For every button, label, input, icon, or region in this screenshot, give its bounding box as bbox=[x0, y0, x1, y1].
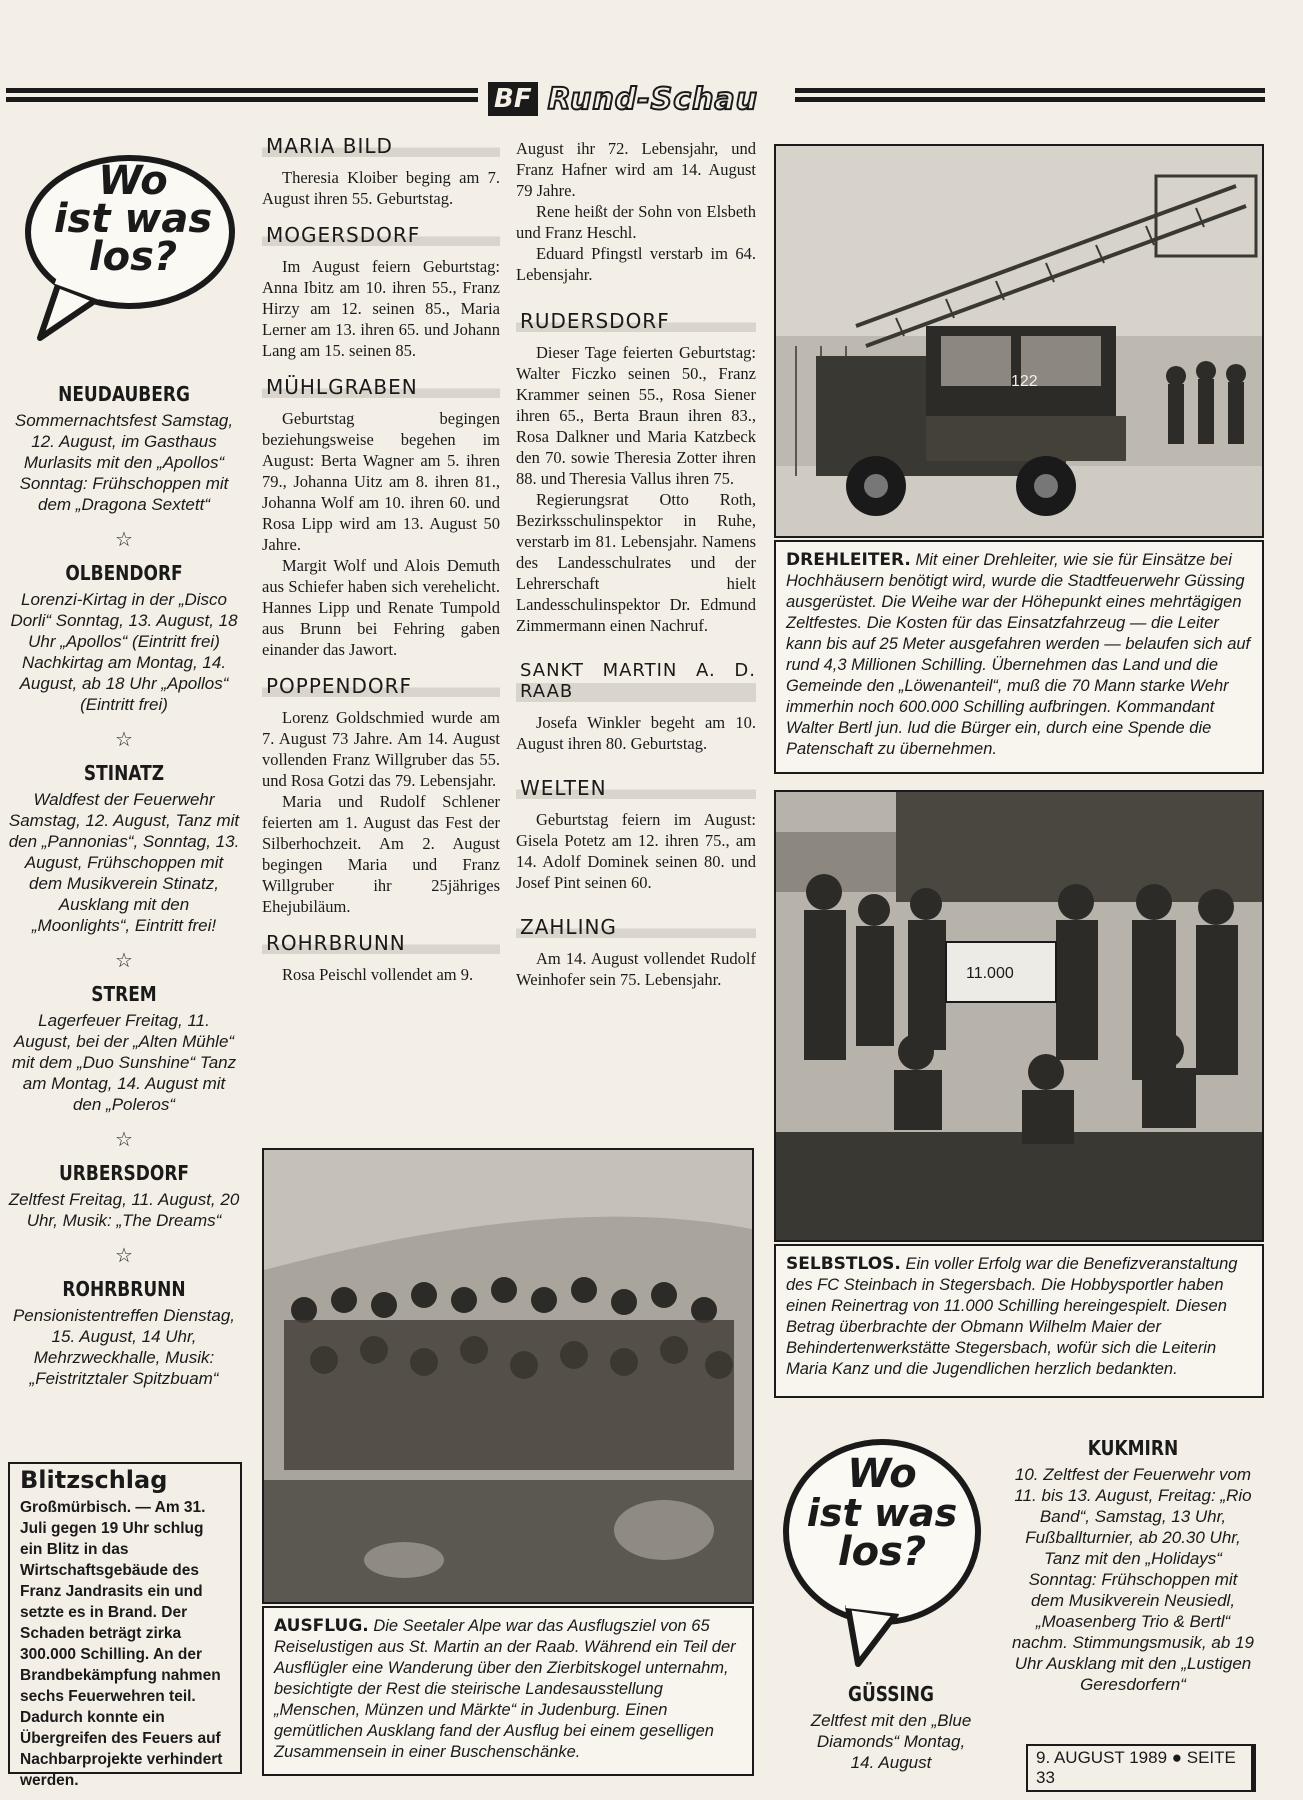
caption-text: Mit einer Drehleiter, wie sie für Einsätze bei Hochhäusern benötigt wird, wurde die Stadtfeuerwehr Güssing ausgerüstet. Die Weihe war der Höhepunkt eines mehrtägigen Zeltfestes. Die Kosten für das Einsatzfahrzeug — die Leiter kann bis auf 25 Meter ausgefahren werden — belaufen sich auf rund 4,3 Millionen Schilling. Übernehmen das Land und die Gemeinde den „Löwenanteil“, muß die 70 Mann starke Wehr immerhin noch 600.000 Schilling aufbringen. Kommandant Walter Bertl jun. lud die Bürger ein, durch eine Spende die Patenschaft zu übernehmen. bbox=[786, 551, 1251, 758]
section-title: Rund-Schau bbox=[547, 81, 759, 117]
event-place: NEUDAUBERG bbox=[58, 382, 190, 406]
section-head: MÜHLGRABEN bbox=[262, 377, 500, 398]
masthead-rule-left bbox=[6, 88, 478, 102]
section-para: Lorenz Goldschmied wurde am 7. August 73 Jahre. Am 14. August vollenden Franz Willgruber das 55. und Rosa Gotzi das 79. Lebensjahr. bbox=[262, 708, 500, 790]
caption-text: Ein voller Erfolg war die Benefizveranstaltung des FC Steinbach in Stegersbach. Die Hobbysportler haben einen Reinertrag von 11.000 Schilling hereingespielt. Diesen Betrag überbrachte der Obmann Wilhelm Maier der Behindertenwerkstätte Stegersbach, wofür sich die Leiterin Maria Kanz und die Jugendlichen herzlich bedankten. bbox=[786, 1255, 1238, 1378]
column-3 bbox=[516, 138, 756, 990]
section-para: Im August feiern Geburtstag: Anna Ibitz am 10. ihren 55., Franz Hirzy am 12. seinen 85., Maria Lerner am 13. ihren 65. und Johann Lang am 15. seinen 85. bbox=[262, 257, 500, 360]
section-para: Geburtstag begingen beziehungsweise begehen im August: Berta Wagner am 5. ihren 79., Johanna Uitz am 8. ihren 81., Johanna Wolf am 10. ihren 60. und Rosa Lipp wird am 13. August 50 Jahre. bbox=[262, 409, 500, 554]
section-head: POPPENDORF bbox=[262, 676, 500, 697]
photo-ausflug bbox=[262, 1148, 754, 1604]
hiking-group-illustration bbox=[264, 1150, 754, 1604]
blitzschlag-box bbox=[8, 1462, 242, 1789]
bubble-line-2: ist was bbox=[806, 1491, 958, 1535]
truck-number: 122 bbox=[1011, 373, 1038, 390]
event-place: KUKMIRN bbox=[1087, 1436, 1179, 1460]
section-head: MOGERSDORF bbox=[262, 225, 500, 246]
caption-text: Die Seetaler Alpe war das Ausflugsziel von 65 Reiselustigen aus St. Martin an der Raab. Während ein Teil der Ausflügler eine Wanderung über den Zierbitskogel unternahm, besichtigte der Rest die steirische Landesausstellung „Menschen, Münzen und Märkte“ in Judenburg. Einen gemütlichen Ausklang fand der Ausflug bei einem geselligen Zusammensein in einer Buschenschänke. bbox=[274, 1617, 736, 1761]
masthead-rule-right bbox=[795, 88, 1265, 102]
event-guessing bbox=[806, 1682, 976, 1773]
event-text: Zeltfest mit den „Blue Diamonds“ Montag, 14. August bbox=[810, 1711, 972, 1772]
section-para: Rosa Peischl vollendet am 9. bbox=[282, 965, 474, 984]
event-place: OLBENDORF bbox=[65, 561, 183, 585]
photo-selbstlos bbox=[774, 790, 1264, 1242]
event-place: URBERSDORF bbox=[58, 1161, 190, 1185]
section-head: ROHRBRUNN bbox=[262, 933, 500, 954]
caption-label: DREHLEITER. bbox=[786, 550, 911, 570]
star-icon: ☆ bbox=[115, 1127, 133, 1151]
section-head: SANKT MARTIN A. D. RAAB bbox=[516, 660, 756, 702]
section-head: ZAHLING bbox=[516, 917, 756, 938]
events-list-left bbox=[8, 382, 240, 1389]
event-text: Sommernachtsfest Samstag, 12. August, im Gasthaus Murlasits mit den „Apollos“ Sonntag: Frühschoppen mit dem „Dragona Sextett“ bbox=[14, 411, 234, 514]
section-para: Dieser Tage feierten Geburtstag: Walter Ficzko seinen 50., Franz Krammer seinen 55., Rosa Siener ihren 65., Berta Braun ihren 83., Rosa Dalkner und Maria Katzbeck den 70. sowie Theresia Zotter ihren 88. und Theresia Vallus ihren 75. bbox=[516, 343, 756, 488]
caption-drehleiter bbox=[774, 540, 1264, 774]
caption-selbstlos bbox=[774, 1244, 1264, 1398]
caption-label: SELBSTLOS. bbox=[786, 1254, 901, 1274]
section-para: Regierungsrat Otto Roth, Bezirksschulinspektor in Ruhe, verstarb im 81. Lebensjahr. Namens des Landesschulrates und der Lehrerschaft hielt Landesschulinspektor Dr. Edmund Zimmermann einen Nachruf. bbox=[516, 490, 756, 635]
event-text: Waldfest der Feuerwehr Samstag, 12. August, Tanz mit den „Pannonias“, Sonntag, 13. August, Frühschoppen mit dem Musikverein Stinatz, Ausklang mit den „Moonlights“, Eintritt frei! bbox=[8, 790, 240, 935]
event-text: Lagerfeuer Freitag, 11. August, bei der „Alten Mühle“ mit dem „Duo Sunshine“ Tanz am Montag, 14. August mit den „Poleros“ bbox=[11, 1011, 237, 1114]
event-place: GÜSSING bbox=[847, 1682, 934, 1706]
blitzschlag-text: Großmürbisch. — Am 31. Juli gegen 19 Uhr schlug ein Blitz in das Wirtschaftsgebäude des Franz Jandrasits ein und setzte es in Brand. Der Schaden beträgt zirka 300.000 Schilling. An der Brandbekämpfung nahmen sechs Feuerwehren teil. Dadurch konnte ein Übergreifen des Feuers auf Nachbarprojekte verhindert werden. bbox=[20, 1499, 223, 1789]
event-urbersdorf bbox=[8, 1161, 240, 1231]
event-place: STINATZ bbox=[83, 761, 165, 785]
bubble-line-3: los? bbox=[837, 1529, 927, 1575]
section-para: Eduard Pfingstl verstarb im 64. Lebensjahr. bbox=[516, 244, 756, 284]
star-icon: ☆ bbox=[115, 1243, 133, 1267]
star-icon: ☆ bbox=[115, 948, 133, 972]
wo-ist-was-los-bubble-bottom bbox=[778, 1432, 986, 1670]
section-para: Josefa Winkler begeht am 10. August ihren 80. Geburtstag. bbox=[516, 713, 756, 753]
column-2 bbox=[262, 132, 500, 985]
event-olbendorf bbox=[8, 561, 240, 715]
event-place: STREM bbox=[91, 982, 157, 1006]
section-para: Margit Wolf und Alois Demuth aus Schiefer haben sich verehelicht. Hannes Lipp und Renate Tumpold aus Brunn bei Fehring gaben einander das Jawort. bbox=[262, 556, 500, 659]
masthead-logo bbox=[488, 78, 758, 120]
section-head: RUDERSDORF bbox=[516, 311, 756, 332]
section-para: Maria und Rudolf Schlener feierten am 1. August das Fest der Silberhochzeit. Am 2. August begingen Maria und Franz Willgruber ihr 25jähriges Ehejubiläum. bbox=[262, 792, 500, 916]
caption-label: AUSFLUG. bbox=[274, 1616, 369, 1636]
caption-ausflug bbox=[262, 1606, 754, 1776]
section-head: MARIA BILD bbox=[262, 136, 500, 157]
event-neudauberg bbox=[8, 382, 240, 515]
event-text: 10. Zeltfest der Feuerwehr vom 11. bis 13. August, Freitag: „Rio Band“, Samstag, 13 Uhr, Fußballturnier, ab 20.30 Uhr, Tanz mit den „Holidays“ Sonntag: Frühschoppen mit dem Musikverein Neusiedl, „Moasenberg Trio & Bertl“ nachm. Stimmungsmusik, ab 19 Uhr Ausklang mit den „Lustigen Geresdorfern“ bbox=[1012, 1465, 1254, 1694]
fire-truck-illustration bbox=[776, 146, 1264, 538]
wo-ist-was-los-bubble-top bbox=[18, 150, 238, 345]
event-strem bbox=[8, 982, 240, 1115]
bubble-line-1: Wo bbox=[847, 1451, 917, 1497]
bf-logo: BF bbox=[488, 82, 538, 116]
event-text: Zeltfest Freitag, 11. August, 20 Uhr, Musik: „The Dreams“ bbox=[8, 1190, 240, 1230]
event-place: ROHRBRUNN bbox=[62, 1277, 186, 1301]
bubble-line-2: ist was bbox=[53, 196, 213, 242]
section-para: Theresia Kloiber beging am 7. August ihren 55. Geburtstag. bbox=[262, 168, 500, 208]
event-kukmirn bbox=[1010, 1436, 1256, 1695]
blitzschlag-title: Blitzschlag bbox=[20, 1466, 168, 1494]
section-head: WELTEN bbox=[516, 778, 756, 799]
section-para: Am 14. August vollendet Rudolf Weinhofer sein 75. Lebensjahr. bbox=[516, 949, 756, 989]
star-icon: ☆ bbox=[115, 527, 133, 551]
event-stinatz bbox=[8, 761, 240, 936]
page-footer: 9. AUGUST 1989 ● SEITE 33 bbox=[1026, 1744, 1256, 1792]
section-para: August ihr 72. Lebensjahr, und Franz Hafner wird am 14. August 79 Jahre. bbox=[516, 139, 756, 200]
event-text: Pensionistentreffen Dienstag, 15. August, 14 Uhr, Mehrzweckhalle, Musik: „Feistritztaler Spitzbuam“ bbox=[12, 1306, 236, 1388]
event-rohrbrunn bbox=[8, 1277, 240, 1389]
star-icon: ☆ bbox=[115, 727, 133, 751]
event-text: Lorenzi-Kirtag in der „Disco Dorli“ Sonntag, 13. August, 18 Uhr „Apollos“ (Eintritt frei) Nachkirtag am Montag, 14. August, ab 18 Uhr „Apollos“ (Eintritt frei) bbox=[10, 590, 238, 714]
group-photo-illustration bbox=[776, 792, 1264, 1242]
bubble-line-3: los? bbox=[88, 234, 178, 280]
section-para: Geburtstag feiern im August: Gisela Potetz am 12. ihren 75., am 14. Adolf Dominek seinen 80. und Josef Pint seinen 60. bbox=[516, 810, 756, 892]
check-amount: 11.000 bbox=[966, 965, 1014, 982]
photo-drehleiter bbox=[774, 144, 1264, 538]
section-para: Rene heißt der Sohn von Elsbeth und Franz Heschl. bbox=[516, 202, 756, 242]
bubble-line-1: Wo bbox=[98, 158, 168, 204]
